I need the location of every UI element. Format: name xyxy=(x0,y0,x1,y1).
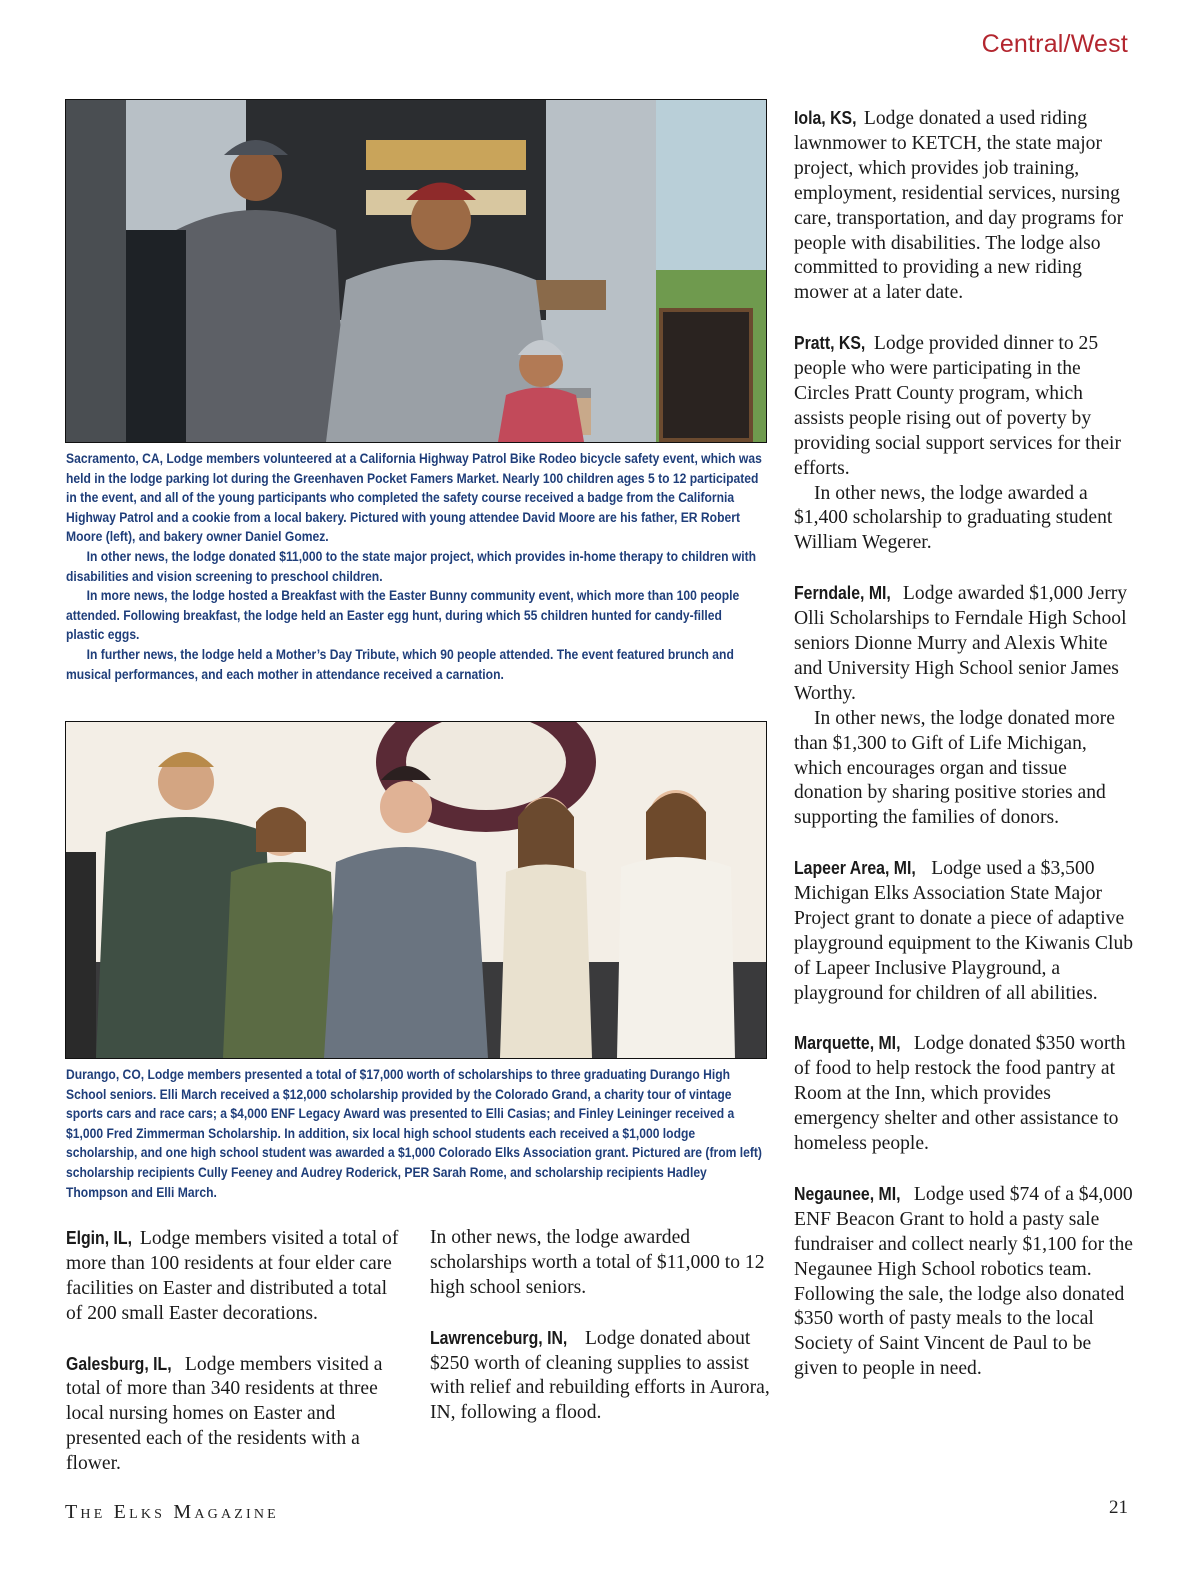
article-text: Lodge donated a used riding lawnmower to KETCH, the state major project, which provides job training, employment, residential services, nursing care, transportation, and day programs for people with disabilities. The lodge also committed to providing a new riding mower at a later date. xyxy=(794,108,1124,304)
article-column-right xyxy=(794,106,1134,1407)
article-galesburg-cont xyxy=(430,1226,770,1301)
magazine-name-text: The Elks Magazine xyxy=(65,1501,279,1523)
article-text: Lodge awarded $1,000 Jerry Olli Scholarships to Ferndale High School seniors Dionne Murry and Alexis White and University High School senior James Worthy. xyxy=(794,583,1128,704)
article-text: Lodge used $74 of a $4,000 ENF Beacon Grant to hold a pasty sale fundraiser and collect nearly $1,100 for the Negaunee High School robotics team. Following the sale, the lodge also donated $350 worth of pasty meals to the local Society of Saint Vincent de Paul to be given to people in need. xyxy=(794,1183,1133,1380)
article-marquette xyxy=(794,1031,1134,1157)
article-ferndale xyxy=(794,581,1134,831)
caption-text: Lodge members volunteered at a California Highway Patrol Bike Rodeo bicycle safety event, which was held in the lodge parking lot during the Greenhaven Pocket Famers Market. Nearly 100 children ages 5 to 12 participated in the event, and all of the young participants who completed the safety course received a badge from the California Highway Patrol and a cookie from a local bakery. Pictured with young attendee David Moore are his father, ER Robert Moore (left), and bakery owner Daniel Gomez. xyxy=(66,450,762,545)
article-lead: Marquette, MI, xyxy=(794,1033,901,1054)
article-lead: Lapeer Area, MI, xyxy=(794,858,916,879)
article-text: Lodge donated $350 worth of food to help restock the food pantry at Room at the Inn, which provides emergency shelter and other assistance to homeless people. xyxy=(794,1033,1126,1155)
sacramento-caption xyxy=(66,449,763,684)
caption-lead: Durango, CO, xyxy=(66,1066,145,1082)
article-paragraph: In other news, the lodge donated more than $1,300 to Gift of Life Michigan, which encourages organ and tissue donation by sharing positive stories and supporting the families of donors. xyxy=(794,707,1115,829)
article-lead: Elgin, IL, xyxy=(66,1228,132,1248)
article-text: Lodge used a $3,500 Michigan Elks Association State Major Project grant to donate a piece of adaptive playground equipment to the Kiwanis Club of Lapeer Inclusive Playground, a playground for children of all abilities. xyxy=(794,858,1134,1004)
caption-paragraph: In other news, the lodge donated $11,000 to the state major project, which provides in-home therapy to children with disabilities and vision screening to preschool children. xyxy=(66,547,757,584)
article-lead: Galesburg, IL, xyxy=(66,1353,172,1374)
article-lead: Lawrenceburg, IN, xyxy=(430,1327,568,1348)
article-text: Lodge donated about $250 worth of cleaning supplies to assist with relief and rebuilding efforts in Aurora, IN, following a flood. xyxy=(430,1327,770,1424)
durango-photo xyxy=(65,721,767,1059)
article-lead: Pratt, KS, xyxy=(794,333,866,354)
article-paragraph: In other news, the lodge awarded scholarships worth a total of $11,000 to 12 high school seniors. xyxy=(430,1227,765,1298)
durango-caption xyxy=(66,1065,763,1202)
caption-paragraph: In further news, the lodge held a Mother’s Day Tribute, which 90 people attended. The event featured brunch and musical performances, and each mother in attendance received a carnation. xyxy=(66,645,734,682)
article-pratt xyxy=(794,331,1134,556)
article-text: Lodge members visited a total of more than 100 residents at four elder care facilities on Easter and distributed a total of 200 small Easter decorations. xyxy=(66,1228,399,1324)
article-column-left xyxy=(66,1226,406,1502)
magazine-name xyxy=(65,1501,279,1524)
article-elgin xyxy=(66,1226,406,1327)
article-lead: Negaunee, MI, xyxy=(794,1183,901,1204)
sacramento-photo xyxy=(65,99,767,443)
caption-paragraph: In more news, the lodge hosted a Breakfast with the Easter Bunny community event, which more than 100 people attended. Following breakfast, the lodge held an Easter egg hunt, during which 55 children hunted for candy-filled plastic eggs. xyxy=(66,587,740,643)
article-galesburg xyxy=(66,1352,406,1478)
caption-lead: Sacramento, CA, xyxy=(66,450,164,466)
article-column-middle xyxy=(430,1226,770,1451)
article-paragraph: In other news, the lodge awarded a $1,400 scholarship to graduating student William Wegerer. xyxy=(794,482,1113,554)
article-lead: Ferndale, MI, xyxy=(794,583,891,604)
article-iola xyxy=(794,106,1134,306)
article-lapeer xyxy=(794,856,1134,1006)
caption-text: Lodge members presented a total of $17,000 worth of scholarships to three graduating Durango High School seniors. Elli March received a $12,000 scholarship provided by the Colorado Grand, a charity tour of vintage sports cars and race cars; a $4,000 ENF Legacy Award was presented to Elli Casias; and Finley Leininger received a $1,000 Fred Zimmerman Scholarship. In addition, six local high school students each received a $1,000 lodge scholarship, and one high school student was awarded a $1,000 Colorado Elks Association grant. Pictured are (from left) scholarship recipients Cully Feeney and Audrey Roderick, PER Sarah Rome, and scholarship recipients Hadley Thompson and Elli March. xyxy=(66,1066,762,1200)
article-lead: Iola, KS, xyxy=(794,108,857,128)
article-lawrenceburg xyxy=(430,1326,770,1427)
article-text: Lodge provided dinner to 25 people who were participating in the Circles Pratt County program, which assists people rising out of poverty by providing social support services for their efforts. xyxy=(794,333,1122,479)
page-number: 21 xyxy=(1109,1497,1128,1518)
section-title: Central/West xyxy=(981,30,1128,58)
article-negaunee xyxy=(794,1182,1134,1382)
article-text: Lodge members visited a total of more than 340 residents at three local nursing homes on Easter and presented each of the residents with a flower. xyxy=(66,1353,383,1475)
